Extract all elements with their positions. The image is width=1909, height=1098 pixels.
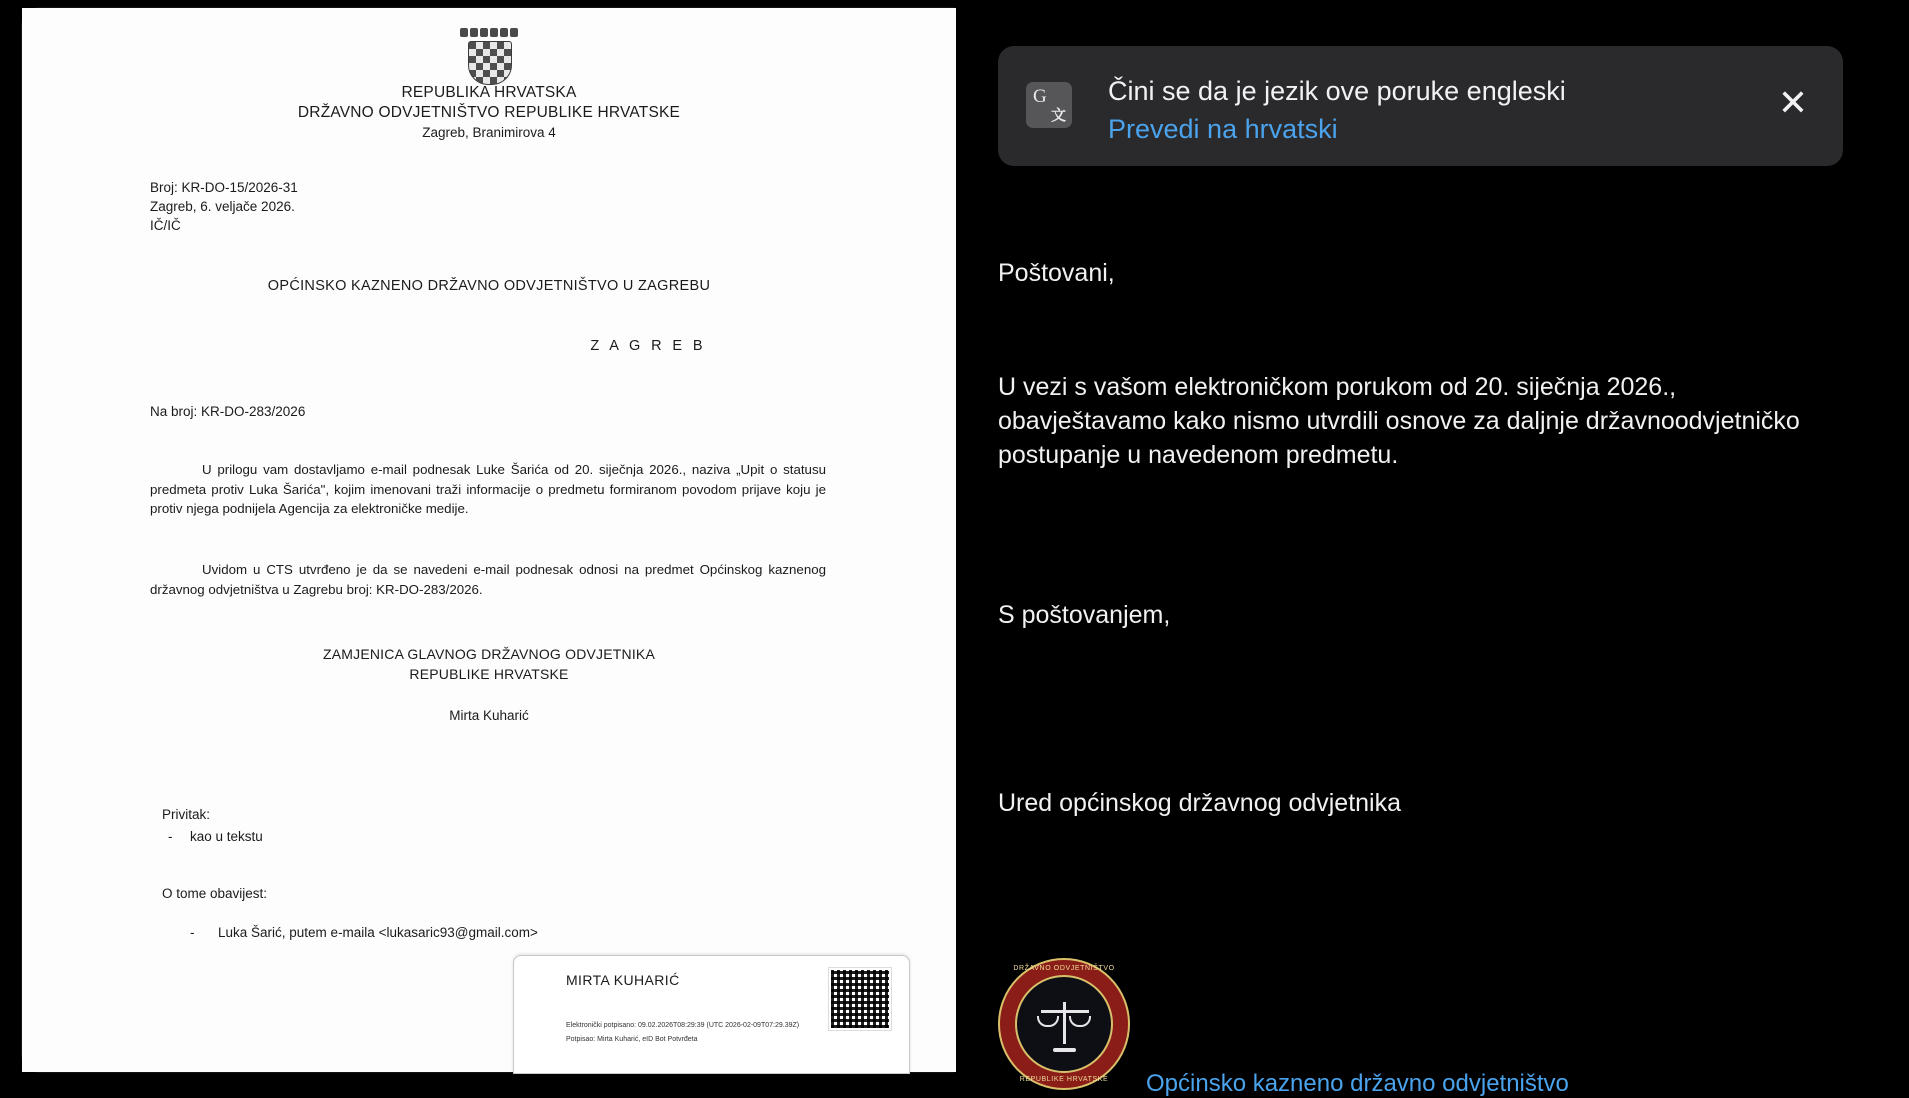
addressee-city: Z A G R E B	[590, 338, 706, 354]
stamp-signer-name: MIRTA KUHARIĆ	[566, 972, 680, 988]
signature-title-line-2: REPUBLIKE HRVATSKE	[409, 666, 569, 682]
qr-code-icon	[829, 968, 891, 1030]
attachment-item: - kao u tekstu	[190, 829, 263, 844]
translate-action-link[interactable]: Prevedi na hrvatski	[1108, 114, 1338, 144]
message-paragraph: U vezi s vašom elektroničkom porukom od 20. siječnja 2026., obavještavamo kako nismo utvrdili osnove za daljnje državnoodvjetničko postupanje u navedenom predmetu.	[998, 373, 1800, 469]
stamp-signature-issuer: Potpisao: Mirta Kuharić, eID Bot Potvrđeta	[566, 1036, 698, 1043]
reference-number: Broj: KR-DO-15/2026-31	[150, 180, 298, 195]
translate-banner-message: Čini se da je jezik ove poruke engleski	[1108, 76, 1566, 106]
letterhead-line-1: REPUBLIKA HRVATSKA	[401, 84, 577, 101]
addressee: OPĆINSKO KAZNENO DRŽAVNO ODVJETNIŠTVO U ZAGREBU	[267, 278, 711, 294]
signature-title-line-1: ZAMJENICA GLAVNOG DRŽAVNOG ODVJETNIKA	[322, 646, 656, 662]
google-translate-icon: G 文	[1026, 82, 1072, 128]
notice-heading: O tome obavijest:	[162, 886, 268, 901]
letter-paragraph-1	[150, 460, 826, 519]
their-reference: Na broj: KR-DO-283/2026	[150, 404, 306, 419]
stamp-signature-timestamp: Elektronički potpisano: 09.02.2026T08:29:39 (UTC 2026-02-09T07:29.39Z)	[566, 1022, 800, 1029]
state-attorney-seal-icon	[998, 958, 1130, 1090]
croatian-coat-of-arms-icon	[454, 26, 524, 88]
message-greeting: Poštovani,	[998, 259, 1115, 287]
message-regards: S poštovanjem,	[998, 601, 1171, 629]
seal-text-top: DRŽAVNO ODVJETNIŠTVO	[1013, 965, 1115, 972]
letter-paragraph-1-text: U prilogu vam dostavljamo e-mail podnesak Luke Šarića od 20. siječnja 2026., naziva „Upit o statusu predmeta protiv Luka Šarića", kojim imenovani traži informacije o predmetu formiranom povodom prijave koju je protiv njega podnijela Agencija za elektroničke medije.	[150, 462, 826, 516]
seal-text-bottom: REPUBLIKE HRVATSKE	[1019, 1076, 1109, 1083]
letterhead-line-2: DRŽAVNO ODVJETNIŠTVO REPUBLIKE HRVATSKE	[297, 104, 681, 121]
signer-name: Mirta Kuharić	[449, 708, 529, 723]
clerk-initials: IČ/IČ	[150, 218, 181, 233]
message-office: Ured općinskog državnog odvjetnika	[998, 789, 1402, 817]
notice-item: - Luka Šarić, putem e-maila <lukasaric93@gmail.com>	[218, 925, 538, 940]
close-icon[interactable]: ✕	[1777, 82, 1809, 123]
mail-message-pane	[956, 8, 1888, 1097]
place-and-date: Zagreb, 6. veljače 2026.	[150, 199, 295, 214]
letter-paragraph-2-text: Uvidom u CTS utvrđeno je da se navedeni e-mail podnesak odnosi na predmet Općinskog kaznenog državnog odvjetništva u Zagrebu broj: KR-DO-283/2026.	[150, 562, 826, 597]
letterhead-address: Zagreb, Branimirova 4	[422, 125, 556, 140]
scanned-letter	[22, 8, 956, 1072]
document-viewer[interactable]	[22, 8, 956, 1072]
electronic-signature-stamp	[513, 955, 910, 1074]
attachment-heading: Privitak:	[162, 807, 211, 822]
translate-banner[interactable]	[998, 46, 1843, 166]
letter-paragraph-2	[150, 560, 826, 599]
signature-footer-link[interactable]: Općinsko kazneno državno odvjetništvo	[1146, 1070, 1569, 1097]
scales-of-justice-icon	[1037, 998, 1091, 1052]
